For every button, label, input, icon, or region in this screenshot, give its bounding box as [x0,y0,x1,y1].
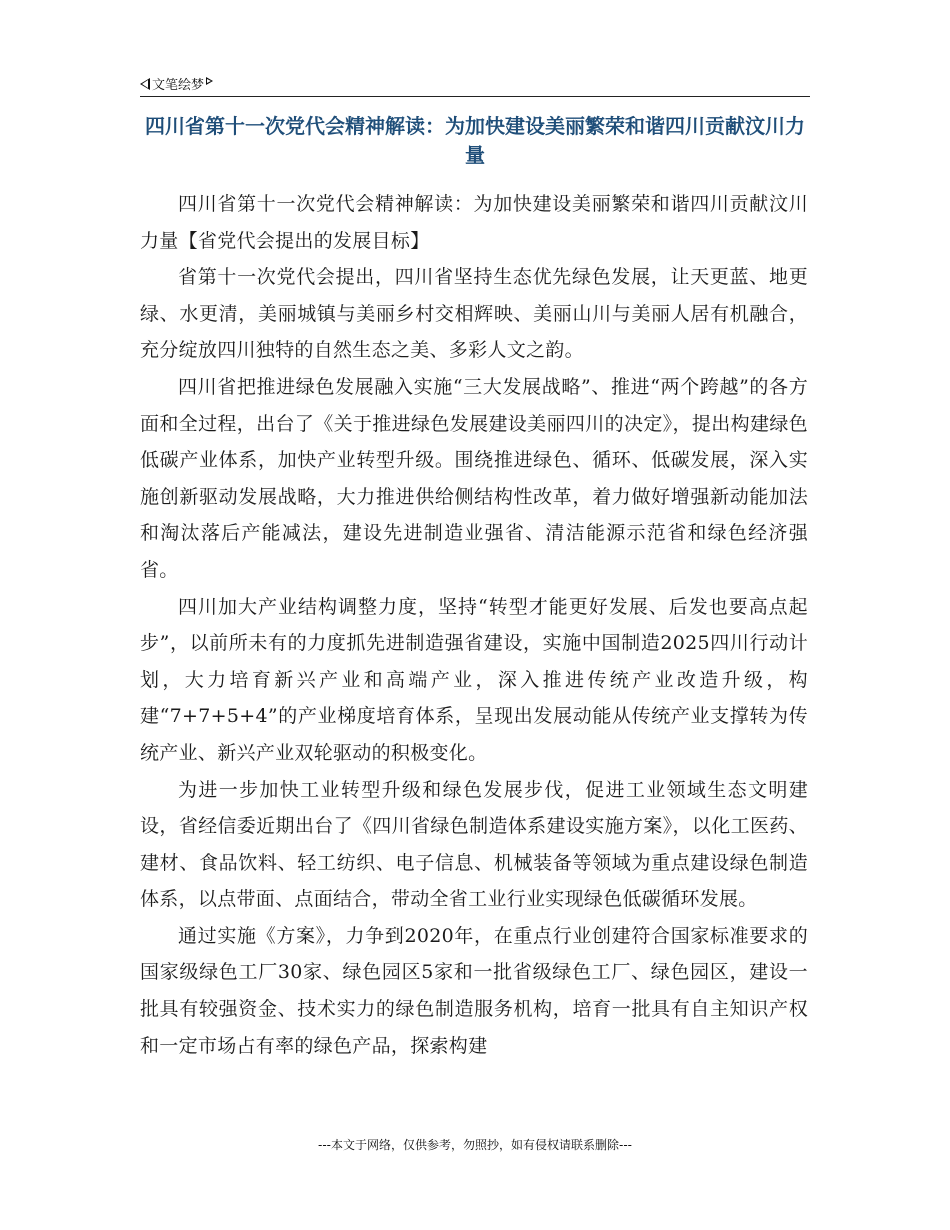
paragraph-5: 为进一步加快工业转型升级和绿色发展步伐，促进工业领域生态文明建设，省经信委近期出台了《四川省绿色制造体系建设实施方案》，以化工医药、建材、食品饮料、轻工纺织、电子信息、机械装备等领域为重点建设绿色制造体系，以点带面、点面结合，带动全省工业行业实现绿色低碳循环发展。 [140,778,808,911]
right-triangle-icon [206,77,213,85]
brand-text: 文笔绘梦 [152,78,205,93]
paragraph-3: 四川省把推进绿色发展融入实施“三大发展战略”、推进“两个跨越”的各方面和全过程，出台了《关于推进绿色发展建设美丽四川的决定》，提出构建绿色低碳产业体系，加快产业转型升级。围绕推进绿色、循环、低碳发展，深入实施创新驱动发展战略，大力推进供给侧结构性改革，着力做好增强新动能加法和淘汰落后产能减法，建设先进制造业强省、清洁能源示范省和绿色经济强省。 [140,375,808,581]
paragraph-2: 省第十一次党代会提出，四川省坚持生态优先绿色发展，让天更蓝、地更绿、水更清，美丽城镇与美丽乡村交相辉映、美丽山川与美丽人居有机融合，充分绽放四川独特的自然生态之美、多彩人文之韵。 [140,266,808,362]
page-footer-notice: ---本文于网络，仅供参考，勿照抄，如有侵权请联系删除--- [318,1138,632,1152]
paragraph-4: 四川加大产业结构调整力度，坚持“转型才能更好发展、后发也要高点起步”，以前所未有的力度抓先进制造强省建设，实施中国制造2025四川行动计划，大力培育新兴产业和高端产业，深入推进传统产业改造升级，构建“7+7+5+4”的产业梯度培育体系，呈现出发展动能从传统产业支撑转为传统产业、新兴产业双轮驱动的积极变化。 [140,595,808,764]
left-triangle-icon [140,78,150,90]
page-header [140,72,810,97]
paragraph-1: 四川省第十一次党代会精神解读：为加快建设美丽繁荣和谐四川贡献汶川力量【省党代会提出的发展目标】 [140,193,808,252]
header-brand [140,74,213,93]
paragraph-6: 通过实施《方案》，力争到2020年，在重点行业创建符合国家标准要求的国家级绿色工厂30家、绿色园区5家和一批省级绿色工厂、绿色园区，建设一批具有较强资金、技术实力的绿色制造服务机构，培育一批具有自主知识产权和一定市场占有率的绿色产品，探索构建 [140,924,808,1057]
document-title: 四川省第十一次党代会精神解读：为加快建设美丽繁荣和谐四川贡献汶川力量 [145,114,805,167]
document-body [140,186,808,1064]
